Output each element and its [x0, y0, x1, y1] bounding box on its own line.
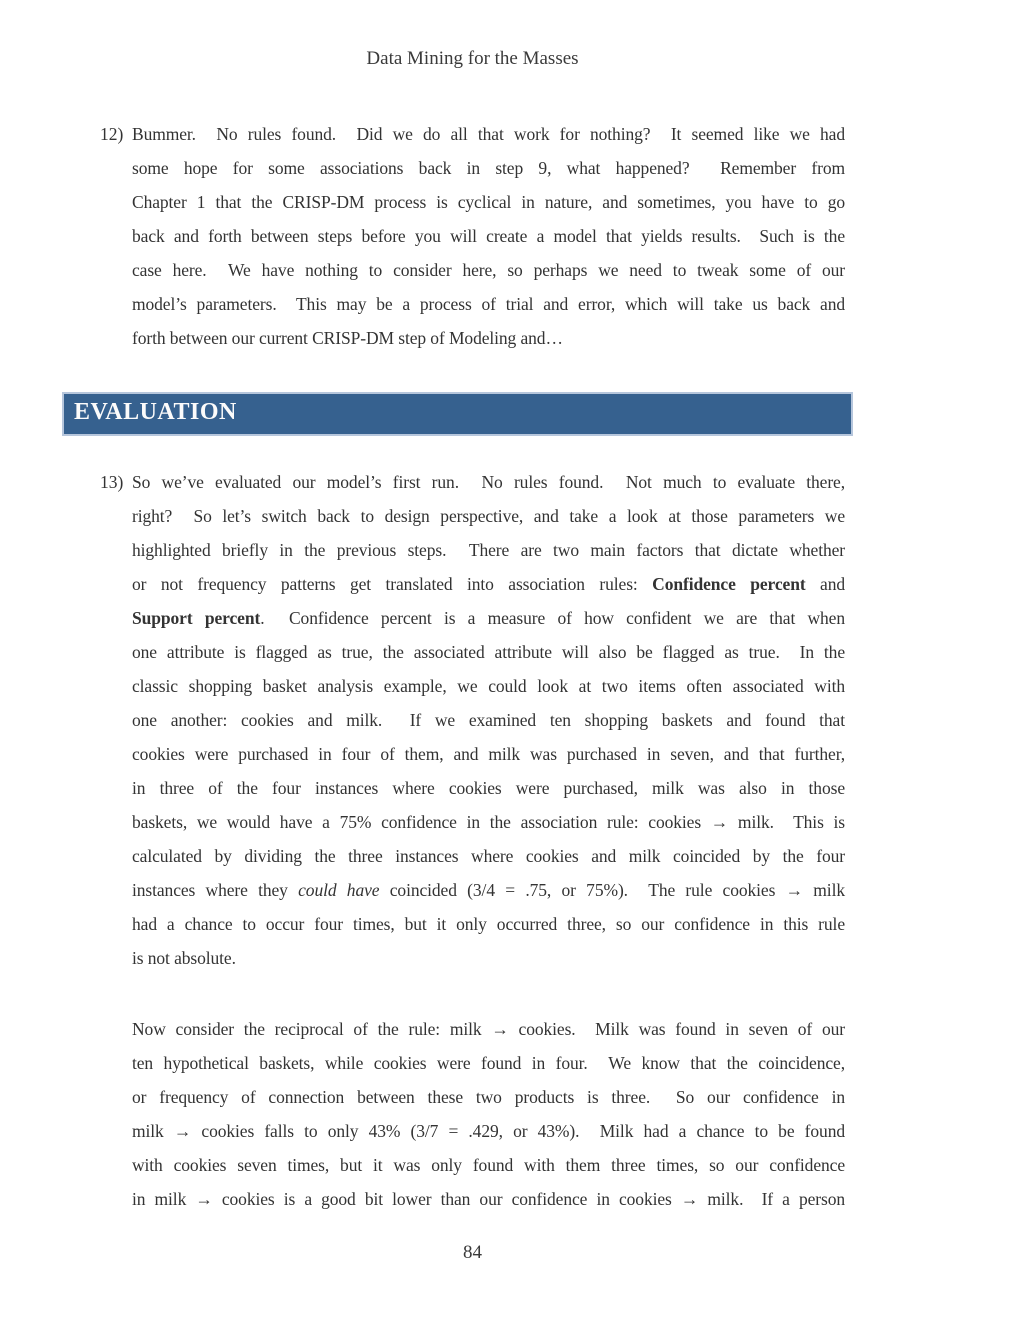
text-line: classic shopping basket analysis example, we could look at two items often associated with	[132, 676, 845, 696]
text-line: some hope for some associations back in step 9, what happened? Remember from	[132, 158, 845, 178]
continuation-paragraph	[132, 1012, 845, 1216]
text-line: case here. We have nothing to consider here, so perhaps we need to tweak some of our	[132, 260, 845, 280]
text-line: had a chance to occur four times, but it only occurred three, so our confidence in this rule	[132, 914, 845, 934]
text-line: one attribute is flagged as true, the associated attribute will also be flagged as true. In the	[132, 642, 845, 662]
text-line: Now consider the reciprocal of the rule: milk → cookies. Milk was found in seven of our	[132, 1019, 845, 1039]
page-number: 84	[463, 1242, 482, 1263]
text-line: is not absolute.	[132, 948, 236, 968]
text-line: with cookies seven times, but it was only found with them three times, so our confidence	[132, 1155, 845, 1175]
text-line: in milk → cookies is a good bit lower than our confidence in cookies → milk. If a person	[132, 1189, 845, 1209]
text-line: or not frequency patterns get translated into association rules: Confidence percent and	[132, 574, 846, 594]
text-line: Support percent. Confidence percent is a measure of how confident we are that when	[132, 608, 845, 628]
list-item-number: 13)	[100, 472, 124, 492]
text-line: one another: cookies and milk. If we examined ten shopping baskets and found that	[132, 710, 845, 730]
text-line: milk → cookies falls to only 43% (3/7 = .429, or 43%). Milk had a chance to be found	[132, 1121, 845, 1141]
text-line: Chapter 1 that the CRISP-DM process is cyclical in nature, and sometimes, you have to go	[132, 192, 845, 212]
page-header-title: Data Mining for the Masses	[366, 48, 579, 69]
text-line: back and forth between steps before you will create a model that yields results. Such is the	[132, 226, 845, 246]
list-item-12	[100, 117, 845, 355]
list-item-13	[100, 465, 845, 975]
text-line: forth between our current CRISP-DM step of Modeling and…	[132, 328, 563, 348]
list-item-number: 12)	[100, 124, 124, 144]
text-line: model’s parameters. This may be a process of trial and error, which will take us back and	[132, 294, 845, 314]
text-line: or frequency of connection between these two products is three. So our confidence in	[132, 1087, 845, 1107]
text-line: highlighted briefly in the previous steps. There are two main factors that dictate whether	[132, 540, 845, 560]
text-line: Bummer. No rules found. Did we do all that work for nothing? It seemed like we had	[132, 124, 845, 144]
text-line: baskets, we would have a 75% confidence in the association rule: cookies → milk. This is	[132, 812, 845, 832]
text-line: instances where they could have coincided (3/4 = .75, or 75%). The rule cookies → milk	[132, 880, 845, 900]
text-line: calculated by dividing the three instances where cookies and milk coincided by the four	[132, 846, 845, 866]
paragraph-12-text	[132, 117, 845, 355]
text-line: cookies were purchased in four of them, and milk was purchased in seven, and that further,	[132, 744, 845, 764]
text-line: So we’ve evaluated our model’s first run. No rules found. Not much to evaluate there,	[132, 472, 845, 492]
section-heading-text: EVALUATION	[74, 399, 237, 425]
text-line: right? So let’s switch back to design perspective, and take a look at those parameters we	[132, 506, 845, 526]
text-line: ten hypothetical baskets, while cookies were found in four. We know that the coincidence,	[132, 1053, 845, 1073]
section-heading-banner	[62, 392, 853, 436]
text-line: in three of the four instances where cookies were purchased, milk was also in those	[132, 778, 845, 798]
paragraph-13-text	[132, 465, 845, 975]
